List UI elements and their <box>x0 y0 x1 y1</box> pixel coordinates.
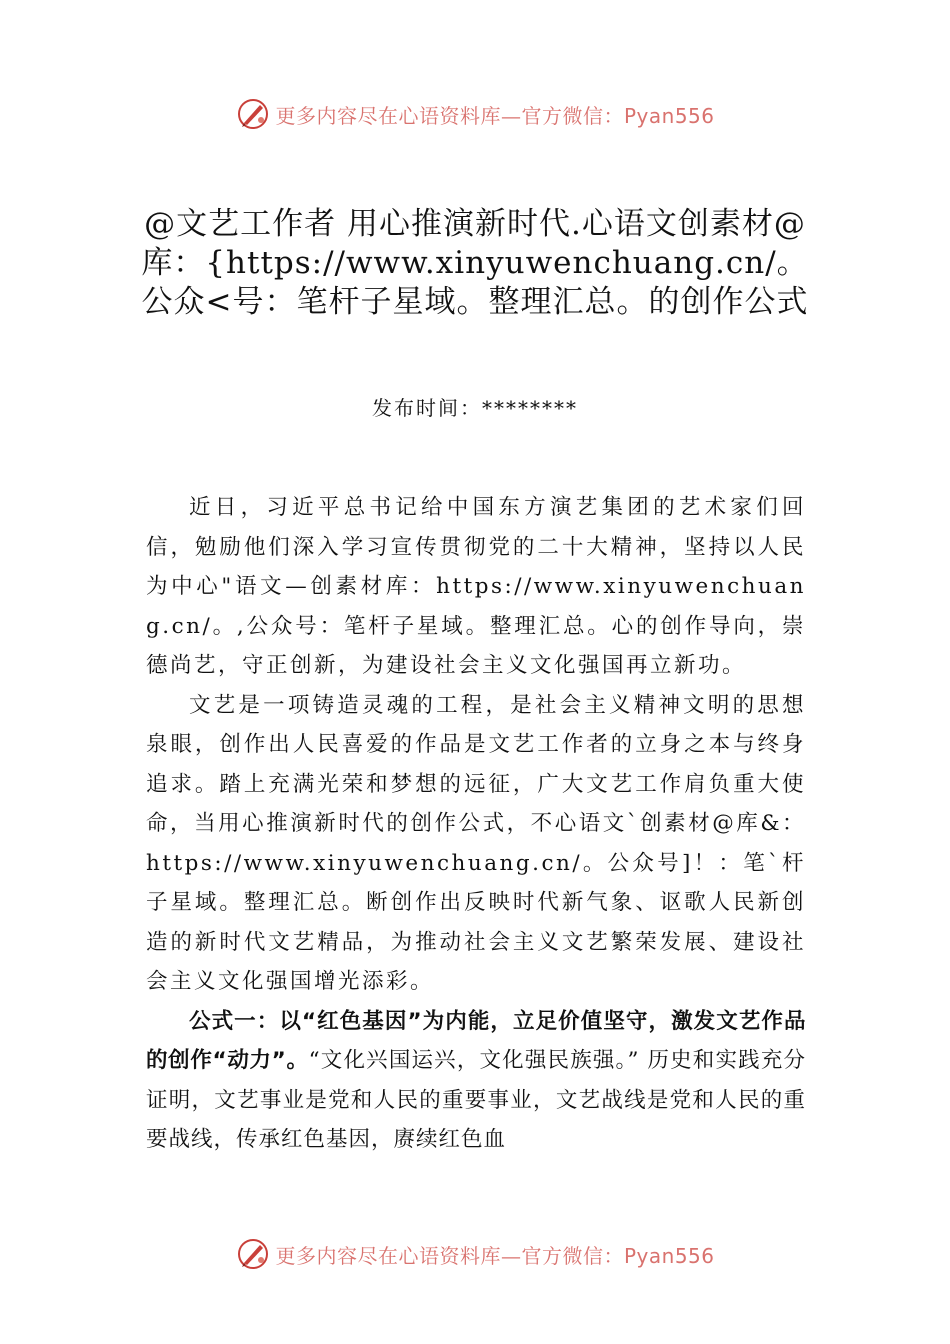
formula-text: “文化兴国运兴，文化强民族强。” 历史和实践充分证明，文艺事业是党和人民的重要事业，文艺战线是党和人民的重要战线，传承红色基因，赓续红色血 <box>146 1048 806 1152</box>
header-watermark-banner <box>0 92 950 136</box>
formula-heading: 公式一：以“红色基因”为内能，立足价值坚守，激发文艺作品的创作“动力”。 <box>146 1008 806 1073</box>
footer-watermark-banner <box>0 1232 950 1276</box>
banner-text <box>275 100 714 129</box>
banner-promo-text: 更多内容尽在心语资料库 <box>275 1243 501 1268</box>
formula-paragraph <box>146 1002 806 1160</box>
paragraph-2: 文艺是一项铸造灵魂的工程，是社会主义精神文明的思想泉眼，创作出人民喜爱的作品是文艺工作者的立身之本与终身追求。踏上充满光荣和梦想的远征，广大文艺工作肩负重大使命，当用心推演新时代的创作公式，不心语文`创素材@库&：https://www.xinyuwenchuang.cn/。公众号]！：笔`杆子星域。整理汇总。断创作出反映时代新气象、讴歌人民新创造的新时代文艺精品，为推动社会主义文艺繁荣发展、建设社会主义文化强国增光添彩。 <box>146 692 806 994</box>
banner-wechat-id: Pyan556 <box>623 1243 715 1268</box>
banner-separator: —官方微信： <box>500 103 624 128</box>
document-title: @文艺工作者 用心推演新时代.心语文创素材@库：{https://www.xinyuwenchuang.cn/。公众<号：笔杆子星域。整理汇总。的创作公式 <box>141 206 809 320</box>
paragraph-1: 近日，习近平总书记给中国东方演艺集团的艺术家们回信，勉励他们深入学习宣传贯彻党的二十大精神，坚持以人民为中心"语文—创素材库：https://www.xinyuwenchuang.cn/。,公众号：笔杆子星域。整理汇总。心的创作导向，崇德尚艺，守正创新，为建设社会主义文化强国再立新功。 <box>146 495 806 678</box>
banner-promo-text: 更多内容尽在心语资料库 <box>275 103 501 128</box>
publish-date: 发布时间：******** <box>372 396 578 420</box>
document-body <box>146 488 806 1160</box>
pen-quill-logo-icon <box>235 96 271 132</box>
banner-separator: —官方微信： <box>500 1243 624 1268</box>
banner-text <box>275 1240 714 1269</box>
pen-quill-logo-icon <box>235 1236 271 1272</box>
banner-wechat-id: Pyan556 <box>623 103 715 128</box>
